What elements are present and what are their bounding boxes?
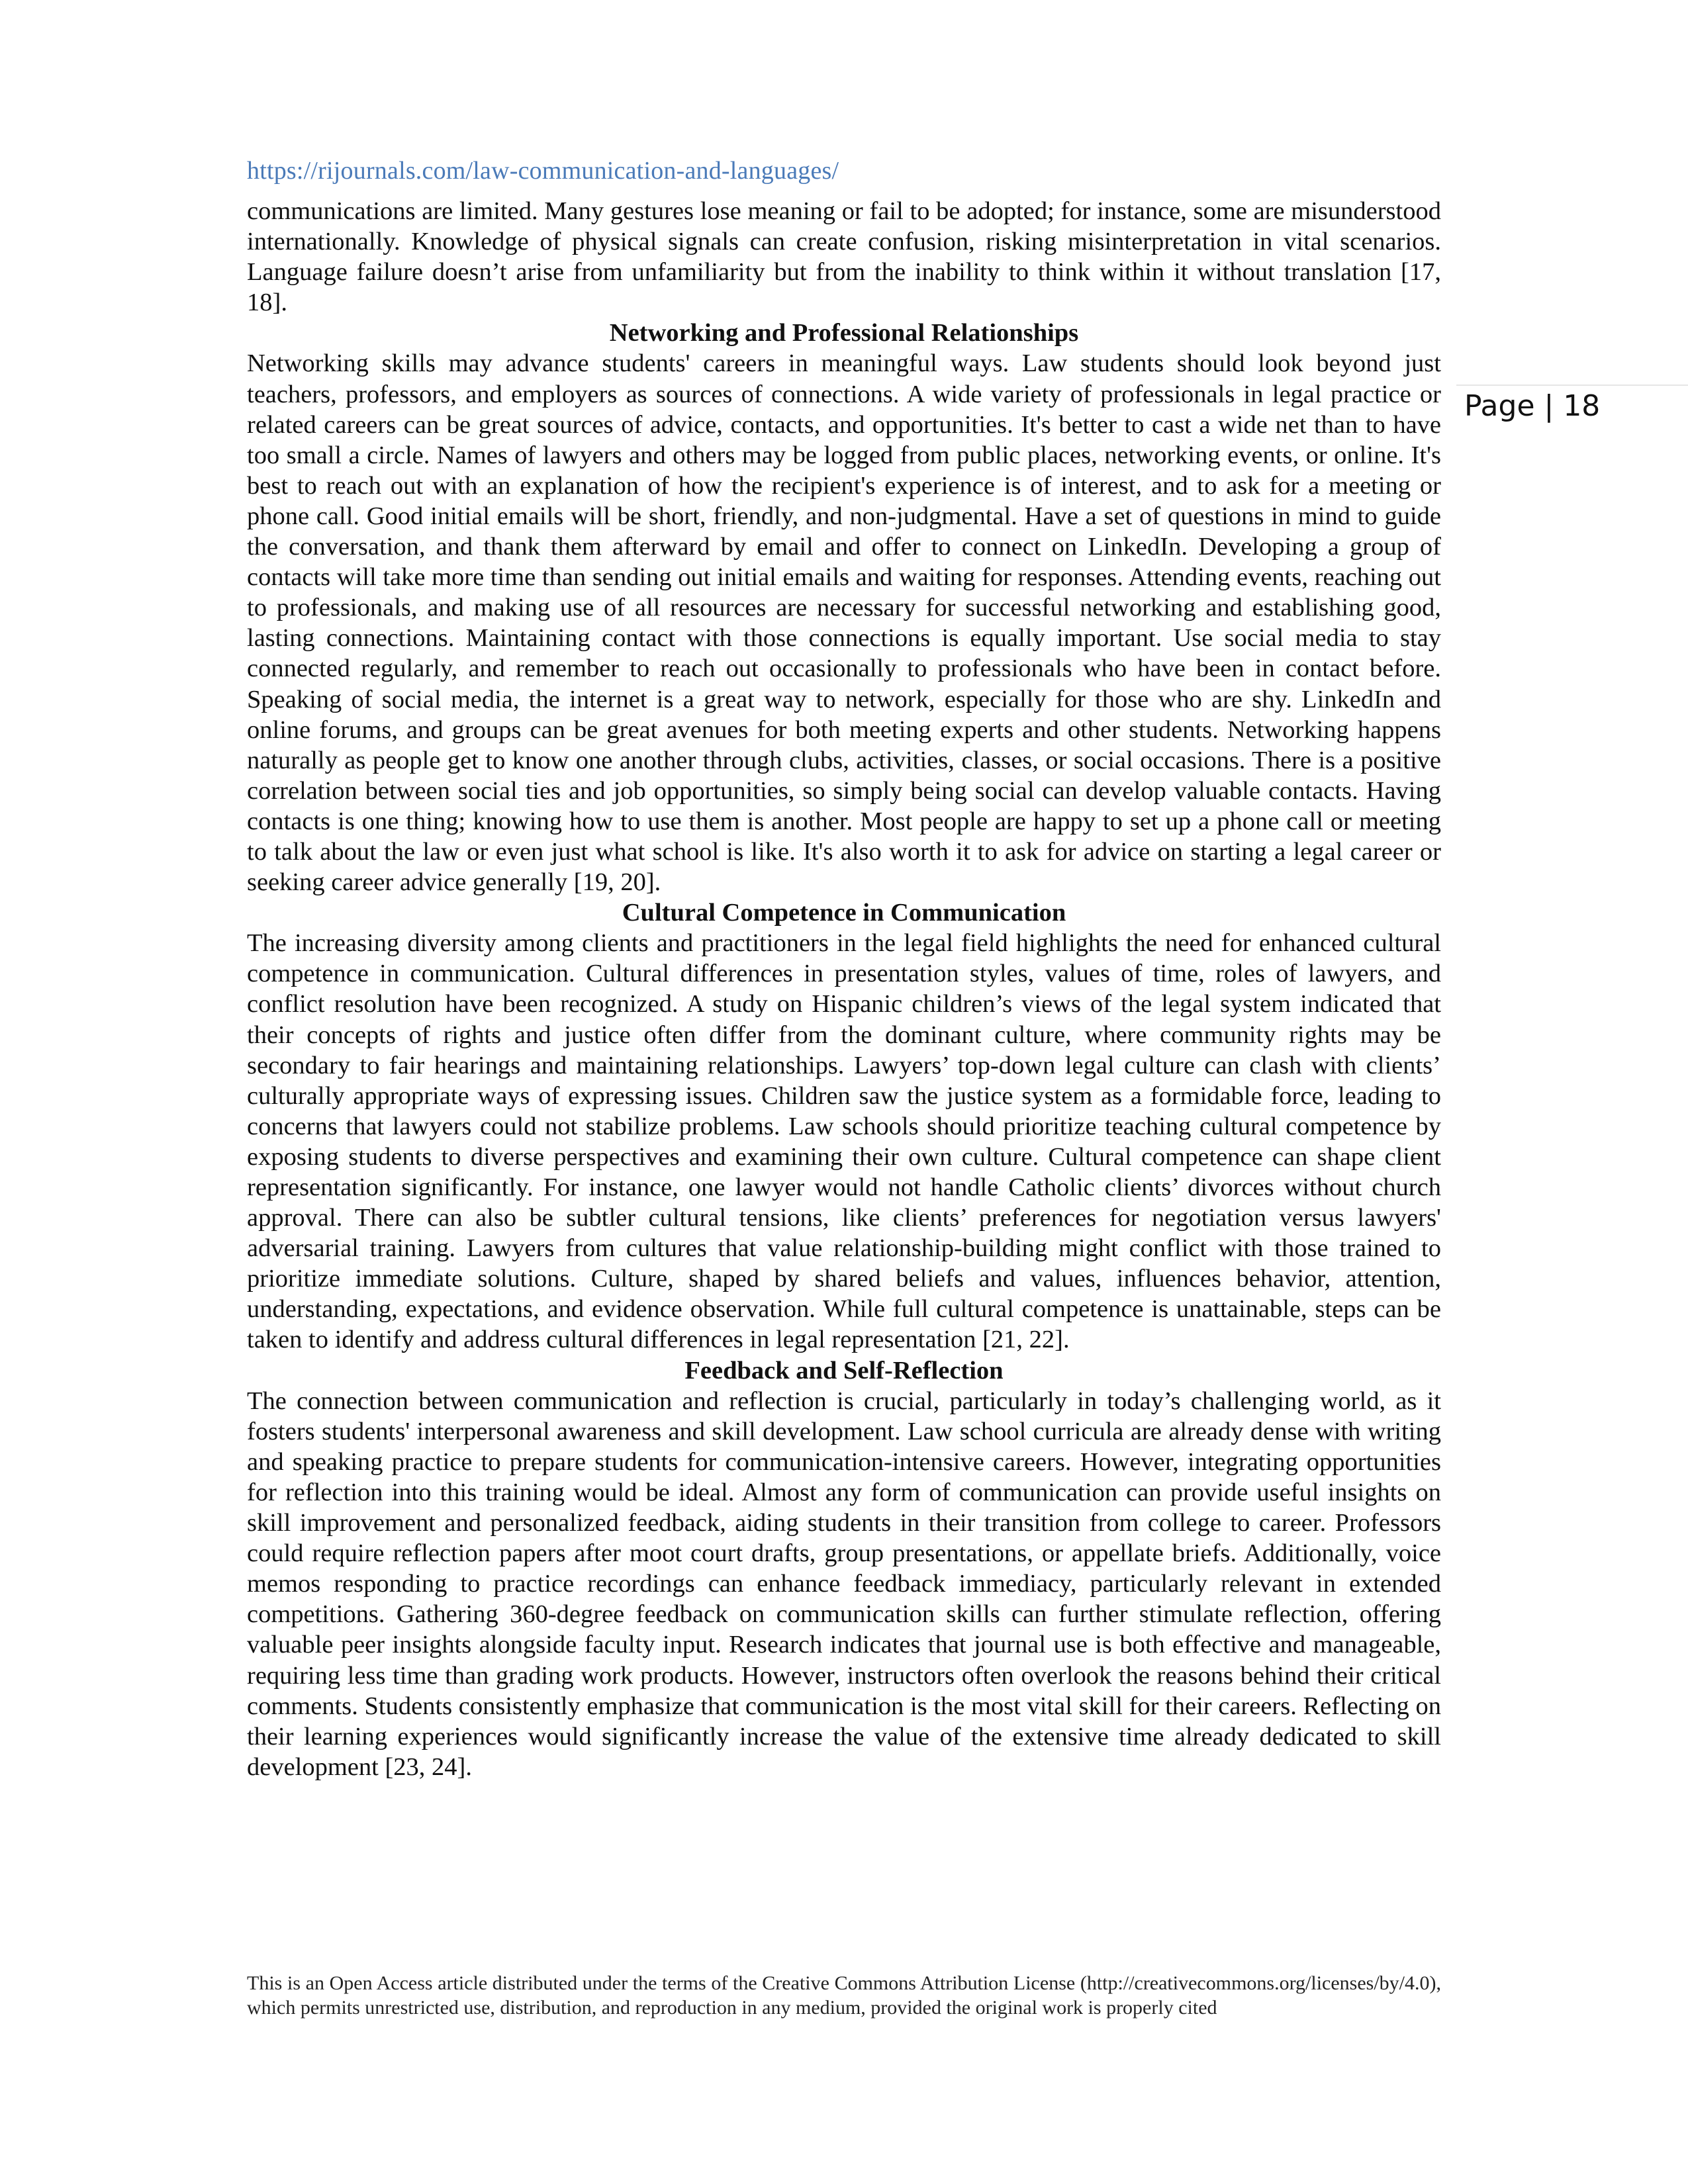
page-number-divider	[1456, 385, 1688, 386]
footer-license-notice: This is an Open Access article distributed under the terms of the Creative Commons Attribution License (http://creativecommons.org/licenses/by/4.0), which permits unrestricted use, distribution, and reproduction in any medium, provided the original work is properly cited	[247, 1972, 1441, 2019]
article-body	[247, 196, 1441, 1782]
page-number: Page | 18	[1464, 389, 1601, 423]
section-heading-cultural-competence: Cultural Competence in Communication	[622, 899, 1066, 927]
cultural-competence-paragraph: The increasing diversity among clients and practitioners in the legal field highlights the need for enhanced cultural competence in communication. Cultural differences in presentation styles, values of time, roles of lawyers, and conflict resolution have been recognized. A study on Hispanic children’s views of the legal system indicated that their concepts of rights and justice often differ from the dominant culture, where community rights may be secondary to fair hearings and maintaining relationships. Lawyers’ top-down legal culture can clash with clients’ culturally appropriate ways of expressing issues. Children saw the justice system as a formidable force, leading to concerns that lawyers could not stabilize problems. Law schools should prioritize teaching cultural competence by exposing students to diverse perspectives and examining their own culture. Cultural competence can shape client representation significantly. For instance, one lawyer would not handle Catholic clients’ divorces without church approval. There can also be subtler cultural tensions, like clients’ preferences for negotiation versus lawyers' adversarial training. Lawyers from cultures that value relationship-building might conflict with those trained to prioritize immediate solutions. Culture, shaped by shared beliefs and values, influences behavior, attention, understanding, expectations, and evidence observation. While full cultural competence is unattainable, steps can be taken to identify and address cultural differences in legal representation [21, 22].	[247, 929, 1441, 1354]
header-url-link[interactable]: https://rijournals.com/law-communication-and-languages/	[247, 157, 839, 185]
feedback-paragraph: The connection between communication and reflection is crucial, particularly in today’s challenging world, as it fosters students' interpersonal awareness and skill development. Law school curricula are already dense with writing and speaking practice to prepare students for communication-intensive careers. However, integrating opportunities for reflection into this training would be ideal. Almost any form of communication can provide useful insights on skill improvement and personalized feedback, aiding students in their transition from college to career. Professors could require reflection papers after moot court drafts, group presentations, or appellate briefs. Additionally, voice memos responding to practice recordings can enhance feedback immediacy, particularly relevant in extended competitions. Gathering 360-degree feedback on communication skills can further stimulate reflection, offering valuable peer insights alongside faculty input. Research indicates that journal use is both effective and manageable, requiring less time than grading work products. However, instructors often overlook the reasons behind their critical comments. Students consistently emphasize that communication is the most vital skill for their careers. Reflecting on their learning experiences would significantly increase the value of the extensive time already dedicated to skill development [23, 24].	[247, 1387, 1441, 1781]
section-heading-feedback: Feedback and Self-Reflection	[684, 1356, 1004, 1385]
continued-paragraph: communications are limited. Many gestures lose meaning or fail to be adopted; for instance, some are misunderstood internationally. Knowledge of physical signals can create confusion, risking misinterpretation in vital scenarios. Language failure doesn’t arise from unfamiliarity but from the inability to think within it without translation [17, 18].	[247, 197, 1441, 317]
section-heading-networking: Networking and Professional Relationships	[609, 319, 1079, 347]
networking-paragraph: Networking skills may advance students' careers in meaningful ways. Law students should look beyond just teachers, professors, and employers as sources of connections. A wide variety of professionals in legal practice or related careers can be great sources of advice, contacts, and opportunities. It's better to cast a wide net than to have too small a circle. Names of lawyers and others may be logged from public places, networking events, or online. It's best to reach out with an explanation of how the recipient's experience is of interest, and to ask for a meeting or phone call. Good initial emails will be short, friendly, and non-judgmental. Have a set of questions in mind to guide the conversation, and thank them afterward by email and offer to connect on LinkedIn. Developing a group of contacts will take more time than sending out initial emails and waiting for responses. Attending events, reaching out to professionals, and making use of all resources are necessary for successful networking and establishing good, lasting connections. Maintaining contact with those connections is equally important. Use social media to stay connected regularly, and remember to reach out occasionally to professionals who have been in contact before. Speaking of social media, the internet is a great way to network, especially for those who are shy. LinkedIn and online forums, and groups can be great avenues for both meeting experts and other students. Networking happens naturally as people get to know one another through clubs, activities, classes, or social occasions. There is a positive correlation between social ties and job opportunities, so simply being social can develop valuable contacts. Having contacts is one thing; knowing how to use them is another. Most people are happy to set up a phone call or meeting to talk about the law or even just what school is like. It's also worth it to ask for advice on starting a legal career or seeking career advice generally [19, 20].	[247, 349, 1441, 897]
